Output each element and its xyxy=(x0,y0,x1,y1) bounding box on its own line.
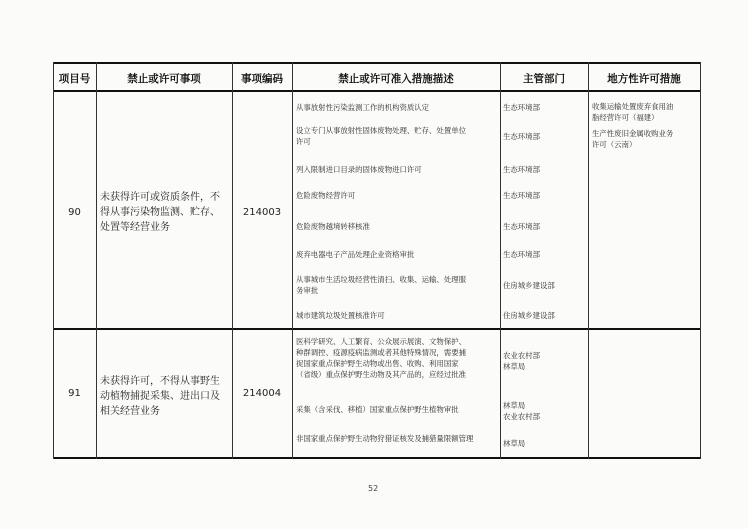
measure-line: 废弃电器电子产品处理企业资格审批 xyxy=(296,250,415,259)
measure-line: 危险废物经营许可 xyxy=(296,191,356,200)
dept-line: 农业农村部 xyxy=(503,351,540,360)
header-item: 禁止或许可事项 xyxy=(127,73,201,85)
item-description-line: 未获得许可，不得从事野生 xyxy=(100,376,220,387)
measure-line: 务审批 xyxy=(296,286,319,295)
item-description-line: 得从事污染物监测、贮存、 xyxy=(100,207,220,218)
dept-line: 林草局 xyxy=(503,401,526,410)
table-top-border xyxy=(53,62,701,64)
local-measure-line: 生产性废旧金属收购业务 xyxy=(592,129,674,138)
measure-line: 城市建筑垃圾处置核准许可 xyxy=(296,311,385,320)
col-border xyxy=(500,62,501,459)
item-description-line: 处置等经营业务 xyxy=(100,222,170,233)
dept-line: 林草局 xyxy=(503,439,526,448)
dept-line: 生态环境部 xyxy=(503,103,540,112)
item-code: 214003 xyxy=(242,207,282,218)
measure-line: 捉国家重点保护野生动物或出售、收购、利用国家 xyxy=(296,359,459,368)
item-code: 214004 xyxy=(242,388,282,399)
item-description-line: 相关经营业务 xyxy=(100,406,160,417)
dept-line: 住房城乡建设部 xyxy=(503,311,555,320)
item-description-line: 动植物捕捉采集、进出口及 xyxy=(100,391,220,402)
header-dept: 主管部门 xyxy=(523,73,565,85)
col-border xyxy=(53,62,54,459)
header-item-no: 项目号 xyxy=(58,73,91,85)
local-measure-line: 收集运输处置废弃食用油 xyxy=(592,102,674,111)
dept-line: 生态环境部 xyxy=(503,250,540,259)
local-measure-line: 脂经营许可（福建） xyxy=(592,113,659,122)
measure-line: 设立专门从事放射性固体废物处理、贮存、处置单位 xyxy=(296,126,466,135)
measure-line: 医科学研究、人工繁育、公众展示展演、文物保护、 xyxy=(296,337,466,346)
dept-line: 生态环境部 xyxy=(503,222,540,231)
measure-line: 许可 xyxy=(296,137,311,146)
measure-line: 列入限制进口目录的固体废物进口许可 xyxy=(296,165,422,174)
header-bottom-border xyxy=(53,90,701,92)
col-border xyxy=(292,62,293,459)
measure-line: 从事城市生活垃圾经营性清扫、收集、运输、处理服 xyxy=(296,275,466,284)
measure-line: 从事放射性污染监测工作的机构资质认定 xyxy=(296,103,430,112)
header-measure: 禁止或许可准入措施描述 xyxy=(338,73,454,85)
measure-line: （省级）重点保护野生动物及其产品的，应经过批准 xyxy=(296,370,466,379)
dept-line: 农业农村部 xyxy=(503,412,540,421)
dept-line: 林草局 xyxy=(503,362,526,371)
header-local: 地方性许可措施 xyxy=(607,73,681,85)
row-separator xyxy=(53,328,701,330)
col-border xyxy=(588,62,589,459)
dept-line: 住房城乡建设部 xyxy=(503,281,555,290)
local-measure-line: 许可（云南） xyxy=(592,140,637,149)
row-number: 90 xyxy=(68,207,81,218)
item-description-line: 未获得许可或资质条件，不 xyxy=(100,192,220,203)
header-code: 事项编码 xyxy=(241,73,283,85)
dept-line: 生态环境部 xyxy=(503,165,540,174)
measure-line: 采集（含采伐、移植）国家重点保护野生植物审批 xyxy=(296,405,459,414)
page-number: 52 xyxy=(368,484,379,493)
col-border xyxy=(96,62,97,459)
row-number: 91 xyxy=(68,388,81,399)
col-border xyxy=(232,62,233,459)
table-bottom-border xyxy=(53,457,701,459)
measure-line: 非国家重点保护野生动物狩猎证核发及捕猎量限额管理 xyxy=(296,434,474,443)
dept-line: 生态环境部 xyxy=(503,132,540,141)
measure-line: 危险废物越境转移核准 xyxy=(296,222,370,231)
measure-line: 种群调控、疫源疫病监测或者其他特殊情况，需要捕 xyxy=(296,348,466,357)
dept-line: 生态环境部 xyxy=(503,191,540,200)
col-border xyxy=(700,62,701,459)
